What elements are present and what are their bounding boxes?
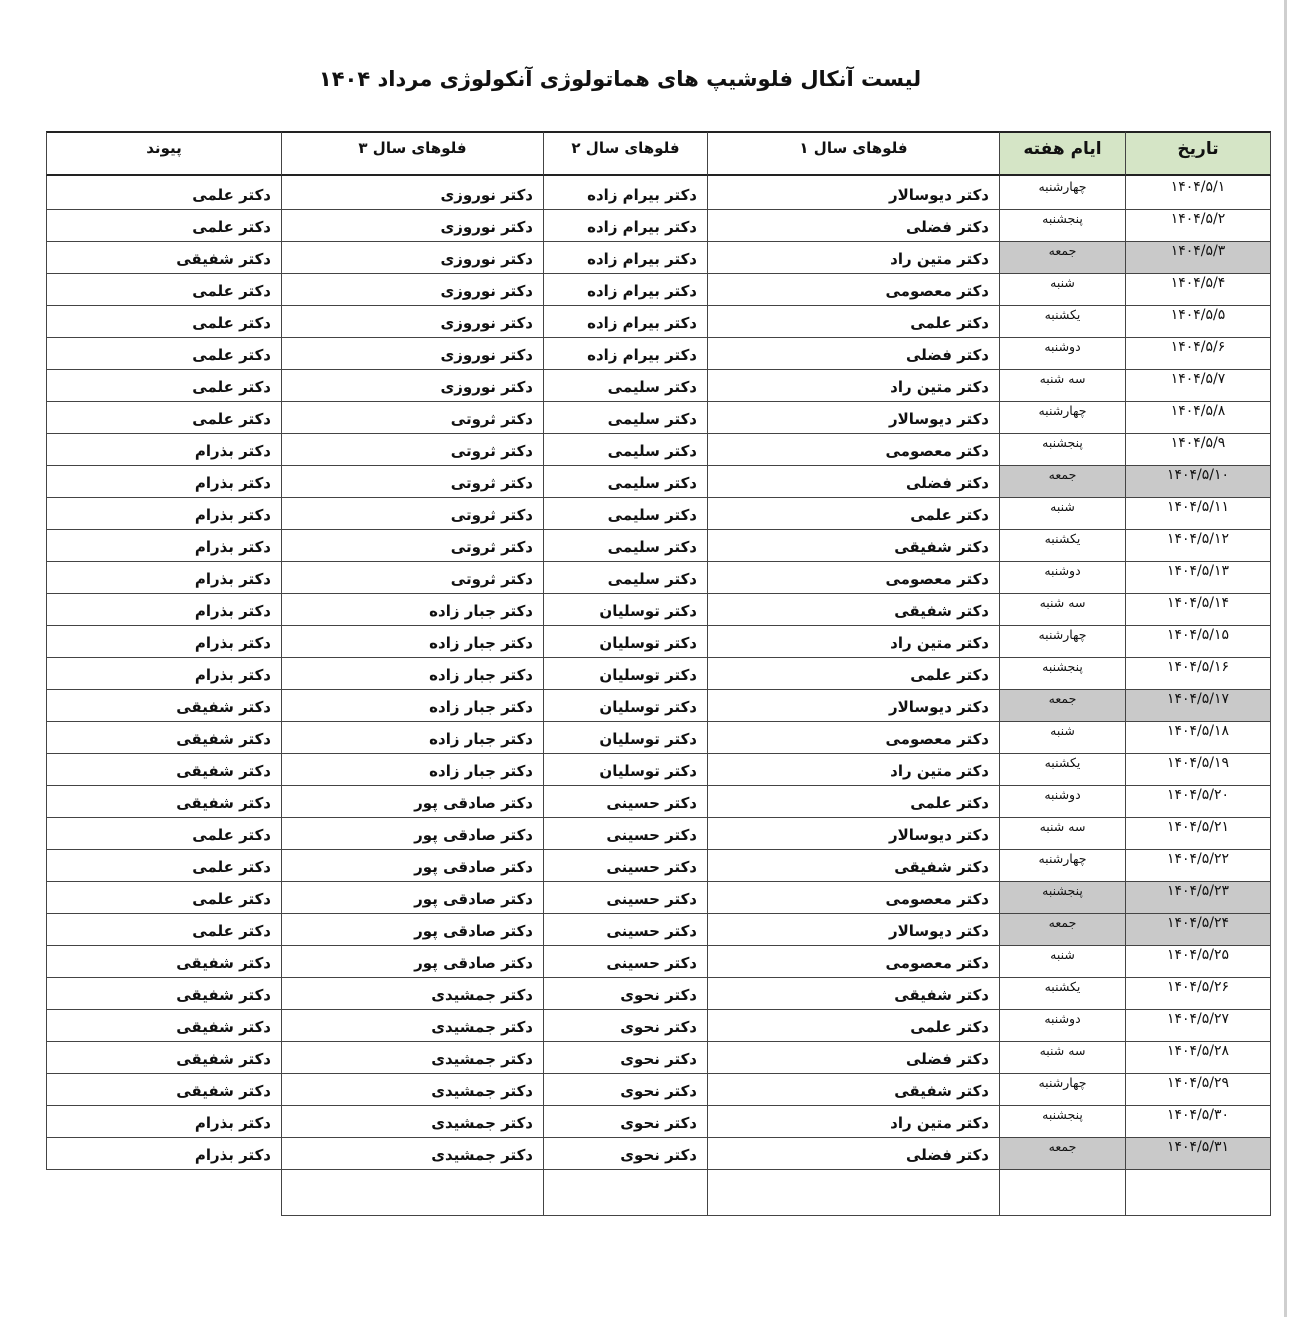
transplant-cell: دکتر بذرام [46, 562, 281, 594]
weekday-cell: شنبه [999, 498, 1125, 530]
transplant-cell: دکتر علمی [46, 306, 281, 338]
weekday-cell: جمعه [999, 466, 1125, 498]
weekday-cell: چهارشنبه [999, 178, 1125, 210]
transplant-cell: دکتر علمی [46, 370, 281, 402]
date-cell: ۱۴۰۴/۵/۲۲ [1125, 850, 1271, 882]
date-cell: ۱۴۰۴/۵/۹ [1125, 434, 1271, 466]
table-row [46, 498, 1271, 530]
date-cell: ۱۴۰۴/۵/۱۸ [1125, 722, 1271, 754]
fellow-year3-cell: دکتر جمشیدی [281, 978, 543, 1010]
date-cell: ۱۴۰۴/۵/۱۷ [1125, 690, 1271, 722]
fellow-year1-cell: دکتر علمی [707, 498, 999, 530]
table-row [46, 370, 1271, 402]
fellow-year2-cell: دکتر نحوی [543, 1138, 707, 1170]
table-row [46, 1138, 1271, 1170]
fellow-year3-cell: دکتر جمشیدی [281, 1138, 543, 1170]
fellow-year2-cell: دکتر حسینی [543, 850, 707, 882]
transplant-cell: دکتر علمی [46, 818, 281, 850]
column-header-fellow-year1: فلوهای سال ۱ [707, 131, 999, 176]
date-cell: ۱۴۰۴/۵/۱۹ [1125, 754, 1271, 786]
empty-cell [46, 1170, 281, 1216]
fellow-year1-cell: دکتر فضلی [707, 466, 999, 498]
weekday-cell: پنجشنبه [999, 658, 1125, 690]
fellow-year1-cell: دکتر معصومی [707, 882, 999, 914]
fellow-year3-cell: دکتر صادقی پور [281, 882, 543, 914]
empty-cell [281, 1170, 543, 1216]
empty-cell [707, 1170, 999, 1216]
fellow-year3-cell: دکتر نوروزی [281, 306, 543, 338]
fellow-year3-cell: دکتر صادقی پور [281, 946, 543, 978]
column-header-date: تاریخ [1125, 131, 1271, 176]
weekday-cell: جمعه [999, 1138, 1125, 1170]
fellow-year2-cell: دکتر توسلیان [543, 690, 707, 722]
weekday-cell: چهارشنبه [999, 402, 1125, 434]
table-footer-empty-row [46, 1170, 1271, 1216]
table-row [46, 786, 1271, 818]
fellow-year1-cell: دکتر شفیقی [707, 978, 999, 1010]
date-cell: ۱۴۰۴/۵/۲۵ [1125, 946, 1271, 978]
fellow-year1-cell: دکتر فضلی [707, 338, 999, 370]
table-row [46, 626, 1271, 658]
fellow-year1-cell: دکتر دیوسالار [707, 818, 999, 850]
fellow-year3-cell: دکتر جبار زاده [281, 626, 543, 658]
transplant-cell: دکتر علمی [46, 210, 281, 242]
weekday-cell: چهارشنبه [999, 1074, 1125, 1106]
fellow-year2-cell: دکتر سلیمی [543, 530, 707, 562]
transplant-cell: دکتر علمی [46, 850, 281, 882]
fellow-year2-cell: دکتر سلیمی [543, 498, 707, 530]
transplant-cell: دکتر شفیقی [46, 690, 281, 722]
fellow-year2-cell: دکتر بیرام زاده [543, 242, 707, 274]
date-cell: ۱۴۰۴/۵/۲ [1125, 210, 1271, 242]
fellow-year3-cell: دکتر ثروتی [281, 530, 543, 562]
table-header-row [46, 131, 1271, 176]
table-row [46, 210, 1271, 242]
table-row [46, 274, 1271, 306]
table-row [46, 242, 1271, 274]
fellow-year2-cell: دکتر بیرام زاده [543, 306, 707, 338]
fellow-year3-cell: دکتر ثروتی [281, 434, 543, 466]
fellow-year3-cell: دکتر ثروتی [281, 402, 543, 434]
fellow-year3-cell: دکتر نوروزی [281, 338, 543, 370]
fellow-year2-cell: دکتر نحوی [543, 1042, 707, 1074]
fellow-year1-cell: دکتر معصومی [707, 562, 999, 594]
fellow-year1-cell: دکتر دیوسالار [707, 690, 999, 722]
table-row [46, 178, 1271, 210]
weekday-cell: دوشنبه [999, 786, 1125, 818]
fellow-year3-cell: دکتر نوروزی [281, 242, 543, 274]
fellow-year2-cell: دکتر سلیمی [543, 562, 707, 594]
fellow-year1-cell: دکتر متین راد [707, 626, 999, 658]
table-row [46, 402, 1271, 434]
fellow-year2-cell: دکتر توسلیان [543, 754, 707, 786]
empty-cell [1125, 1170, 1271, 1216]
weekday-cell: چهارشنبه [999, 850, 1125, 882]
fellow-year3-cell: دکتر صادقی پور [281, 786, 543, 818]
fellow-year2-cell: دکتر حسینی [543, 882, 707, 914]
weekday-cell: سه شنبه [999, 594, 1125, 626]
weekday-cell: شنبه [999, 946, 1125, 978]
fellow-year1-cell: دکتر شفیقی [707, 850, 999, 882]
fellow-year1-cell: دکتر علمی [707, 306, 999, 338]
table-row [46, 850, 1271, 882]
transplant-cell: دکتر علمی [46, 914, 281, 946]
fellow-year2-cell: دکتر بیرام زاده [543, 178, 707, 210]
fellow-year1-cell: دکتر شفیقی [707, 1074, 999, 1106]
weekday-cell: پنجشنبه [999, 882, 1125, 914]
table-row [46, 338, 1271, 370]
transplant-cell: دکتر علمی [46, 402, 281, 434]
fellow-year1-cell: دکتر معصومی [707, 274, 999, 306]
weekday-cell: دوشنبه [999, 338, 1125, 370]
fellow-year2-cell: دکتر نحوی [543, 1074, 707, 1106]
weekday-cell: یکشنبه [999, 530, 1125, 562]
table-row [46, 1010, 1271, 1042]
fellow-year3-cell: دکتر صادقی پور [281, 850, 543, 882]
fellow-year3-cell: دکتر جمشیدی [281, 1106, 543, 1138]
fellow-year1-cell: دکتر معصومی [707, 946, 999, 978]
transplant-cell: دکتر علمی [46, 882, 281, 914]
fellow-year3-cell: دکتر ثروتی [281, 498, 543, 530]
transplant-cell: دکتر بذرام [46, 1106, 281, 1138]
column-header-fellow-year3: فلوهای سال ۳ [281, 131, 543, 176]
transplant-cell: دکتر بذرام [46, 434, 281, 466]
table-row [46, 914, 1271, 946]
fellow-year3-cell: دکتر جبار زاده [281, 658, 543, 690]
table-row [46, 530, 1271, 562]
fellow-year1-cell: دکتر متین راد [707, 370, 999, 402]
table-row [46, 594, 1271, 626]
fellow-year3-cell: دکتر جمشیدی [281, 1010, 543, 1042]
date-cell: ۱۴۰۴/۵/۲۳ [1125, 882, 1271, 914]
fellow-year3-cell: دکتر جبار زاده [281, 594, 543, 626]
date-cell: ۱۴۰۴/۵/۲۸ [1125, 1042, 1271, 1074]
fellow-year3-cell: دکتر ثروتی [281, 562, 543, 594]
fellow-year2-cell: دکتر حسینی [543, 946, 707, 978]
weekday-cell: جمعه [999, 242, 1125, 274]
fellow-year3-cell: دکتر نوروزی [281, 178, 543, 210]
page-title: لیست آنکال فلوشیپ های هماتولوژی آنکولوژی مرداد ۱۴۰۴ [318, 67, 922, 91]
fellow-year1-cell: دکتر دیوسالار [707, 914, 999, 946]
fellow-year3-cell: دکتر ثروتی [281, 466, 543, 498]
page-edge-shadow [1284, 0, 1287, 1317]
weekday-cell: پنجشنبه [999, 434, 1125, 466]
fellow-year2-cell: دکتر نحوی [543, 978, 707, 1010]
fellow-year2-cell: دکتر بیرام زاده [543, 210, 707, 242]
fellow-year1-cell: دکتر شفیقی [707, 530, 999, 562]
fellow-year2-cell: دکتر نحوی [543, 1106, 707, 1138]
fellow-year1-cell: دکتر متین راد [707, 242, 999, 274]
fellow-year1-cell: دکتر معصومی [707, 434, 999, 466]
fellow-year1-cell: دکتر علمی [707, 1010, 999, 1042]
weekday-cell: یکشنبه [999, 306, 1125, 338]
fellow-year3-cell: دکتر صادقی پور [281, 914, 543, 946]
fellow-year2-cell: دکتر نحوی [543, 1010, 707, 1042]
transplant-cell: دکتر بذرام [46, 658, 281, 690]
fellow-year1-cell: دکتر متین راد [707, 754, 999, 786]
fellow-year2-cell: دکتر سلیمی [543, 466, 707, 498]
date-cell: ۱۴۰۴/۵/۱۶ [1125, 658, 1271, 690]
transplant-cell: دکتر شفیقی [46, 786, 281, 818]
weekday-cell: پنجشنبه [999, 210, 1125, 242]
date-cell: ۱۴۰۴/۵/۱۱ [1125, 498, 1271, 530]
weekday-cell: جمعه [999, 914, 1125, 946]
table-row [46, 978, 1271, 1010]
column-header-transplant: پیوند [46, 131, 281, 176]
fellow-year1-cell: دکتر فضلی [707, 210, 999, 242]
date-cell: ۱۴۰۴/۵/۳۰ [1125, 1106, 1271, 1138]
fellow-year2-cell: دکتر سلیمی [543, 402, 707, 434]
table-row [46, 722, 1271, 754]
weekday-cell: سه شنبه [999, 1042, 1125, 1074]
fellow-year2-cell: دکتر توسلیان [543, 658, 707, 690]
transplant-cell: دکتر شفیقی [46, 1010, 281, 1042]
date-cell: ۱۴۰۴/۵/۱۰ [1125, 466, 1271, 498]
date-cell: ۱۴۰۴/۵/۱۳ [1125, 562, 1271, 594]
table-row [46, 1074, 1271, 1106]
fellow-year3-cell: دکتر جبار زاده [281, 690, 543, 722]
transplant-cell: دکتر بذرام [46, 594, 281, 626]
weekday-cell: دوشنبه [999, 1010, 1125, 1042]
transplant-cell: دکتر بذرام [46, 466, 281, 498]
transplant-cell: دکتر شفیقی [46, 946, 281, 978]
table-row [46, 466, 1271, 498]
table-row [46, 882, 1271, 914]
table-body [46, 178, 1271, 1170]
table-row [46, 658, 1271, 690]
fellow-year3-cell: دکتر جبار زاده [281, 722, 543, 754]
fellow-year1-cell: دکتر شفیقی [707, 594, 999, 626]
weekday-cell: شنبه [999, 722, 1125, 754]
weekday-cell: پنجشنبه [999, 1106, 1125, 1138]
fellow-year2-cell: دکتر سلیمی [543, 434, 707, 466]
fellow-year2-cell: دکتر توسلیان [543, 722, 707, 754]
weekday-cell: یکشنبه [999, 754, 1125, 786]
fellow-year2-cell: دکتر بیرام زاده [543, 274, 707, 306]
fellow-year3-cell: دکتر نوروزی [281, 274, 543, 306]
fellow-year3-cell: دکتر نوروزی [281, 370, 543, 402]
table-row [46, 1042, 1271, 1074]
fellow-year1-cell: دکتر علمی [707, 658, 999, 690]
date-cell: ۱۴۰۴/۵/۲۴ [1125, 914, 1271, 946]
transplant-cell: دکتر شفیقی [46, 1042, 281, 1074]
weekday-cell: یکشنبه [999, 978, 1125, 1010]
weekday-cell: شنبه [999, 274, 1125, 306]
transplant-cell: دکتر بذرام [46, 498, 281, 530]
fellow-year2-cell: دکتر سلیمی [543, 370, 707, 402]
transplant-cell: دکتر شفیقی [46, 722, 281, 754]
column-header-fellow-year2: فلوهای سال ۲ [543, 131, 707, 176]
transplant-cell: دکتر بذرام [46, 1138, 281, 1170]
column-header-weekday: ایام هفته [999, 131, 1125, 176]
fellow-year2-cell: دکتر توسلیان [543, 626, 707, 658]
date-cell: ۱۴۰۴/۵/۵ [1125, 306, 1271, 338]
transplant-cell: دکتر شفیقی [46, 242, 281, 274]
fellow-year1-cell: دکتر فضلی [707, 1138, 999, 1170]
table-row [46, 562, 1271, 594]
fellow-year2-cell: دکتر بیرام زاده [543, 338, 707, 370]
fellow-year2-cell: دکتر توسلیان [543, 594, 707, 626]
oncall-table [46, 131, 1271, 1216]
date-cell: ۱۴۰۴/۵/۲۹ [1125, 1074, 1271, 1106]
transplant-cell: دکتر بذرام [46, 626, 281, 658]
date-cell: ۱۴۰۴/۵/۴ [1125, 274, 1271, 306]
transplant-cell: دکتر شفیقی [46, 754, 281, 786]
transplant-cell: دکتر علمی [46, 274, 281, 306]
date-cell: ۱۴۰۴/۵/۲۷ [1125, 1010, 1271, 1042]
date-cell: ۱۴۰۴/۵/۱۵ [1125, 626, 1271, 658]
table-row [46, 946, 1271, 978]
fellow-year2-cell: دکتر حسینی [543, 818, 707, 850]
table-row [46, 754, 1271, 786]
fellow-year1-cell: دکتر دیوسالار [707, 402, 999, 434]
table-row [46, 434, 1271, 466]
date-cell: ۱۴۰۴/۵/۷ [1125, 370, 1271, 402]
date-cell: ۱۴۰۴/۵/۱۲ [1125, 530, 1271, 562]
fellow-year1-cell: دکتر متین راد [707, 1106, 999, 1138]
date-cell: ۱۴۰۴/۵/۲۶ [1125, 978, 1271, 1010]
date-cell: ۱۴۰۴/۵/۲۱ [1125, 818, 1271, 850]
weekday-cell: سه شنبه [999, 818, 1125, 850]
fellow-year3-cell: دکتر جبار زاده [281, 754, 543, 786]
fellow-year3-cell: دکتر نوروزی [281, 210, 543, 242]
transplant-cell: دکتر شفیقی [46, 1074, 281, 1106]
fellow-year2-cell: دکتر حسینی [543, 786, 707, 818]
weekday-cell: جمعه [999, 690, 1125, 722]
fellow-year1-cell: دکتر فضلی [707, 1042, 999, 1074]
date-cell: ۱۴۰۴/۵/۶ [1125, 338, 1271, 370]
fellow-year3-cell: دکتر جمشیدی [281, 1074, 543, 1106]
date-cell: ۱۴۰۴/۵/۳ [1125, 242, 1271, 274]
table-row [46, 1106, 1271, 1138]
empty-cell [999, 1170, 1125, 1216]
weekday-cell: دوشنبه [999, 562, 1125, 594]
date-cell: ۱۴۰۴/۵/۱۴ [1125, 594, 1271, 626]
date-cell: ۱۴۰۴/۵/۲۰ [1125, 786, 1271, 818]
fellow-year2-cell: دکتر حسینی [543, 914, 707, 946]
date-cell: ۱۴۰۴/۵/۳۱ [1125, 1138, 1271, 1170]
table-row [46, 818, 1271, 850]
fellow-year3-cell: دکتر جمشیدی [281, 1042, 543, 1074]
fellow-year3-cell: دکتر صادقی پور [281, 818, 543, 850]
weekday-cell: چهارشنبه [999, 626, 1125, 658]
table-row [46, 690, 1271, 722]
empty-cell [543, 1170, 707, 1216]
transplant-cell: دکتر بذرام [46, 530, 281, 562]
date-cell: ۱۴۰۴/۵/۸ [1125, 402, 1271, 434]
weekday-cell: سه شنبه [999, 370, 1125, 402]
transplant-cell: دکتر شفیقی [46, 978, 281, 1010]
fellow-year1-cell: دکتر معصومی [707, 722, 999, 754]
fellow-year1-cell: دکتر دیوسالار [707, 178, 999, 210]
fellow-year1-cell: دکتر علمی [707, 786, 999, 818]
transplant-cell: دکتر علمی [46, 178, 281, 210]
table-row [46, 306, 1271, 338]
date-cell: ۱۴۰۴/۵/۱ [1125, 178, 1271, 210]
transplant-cell: دکتر علمی [46, 338, 281, 370]
